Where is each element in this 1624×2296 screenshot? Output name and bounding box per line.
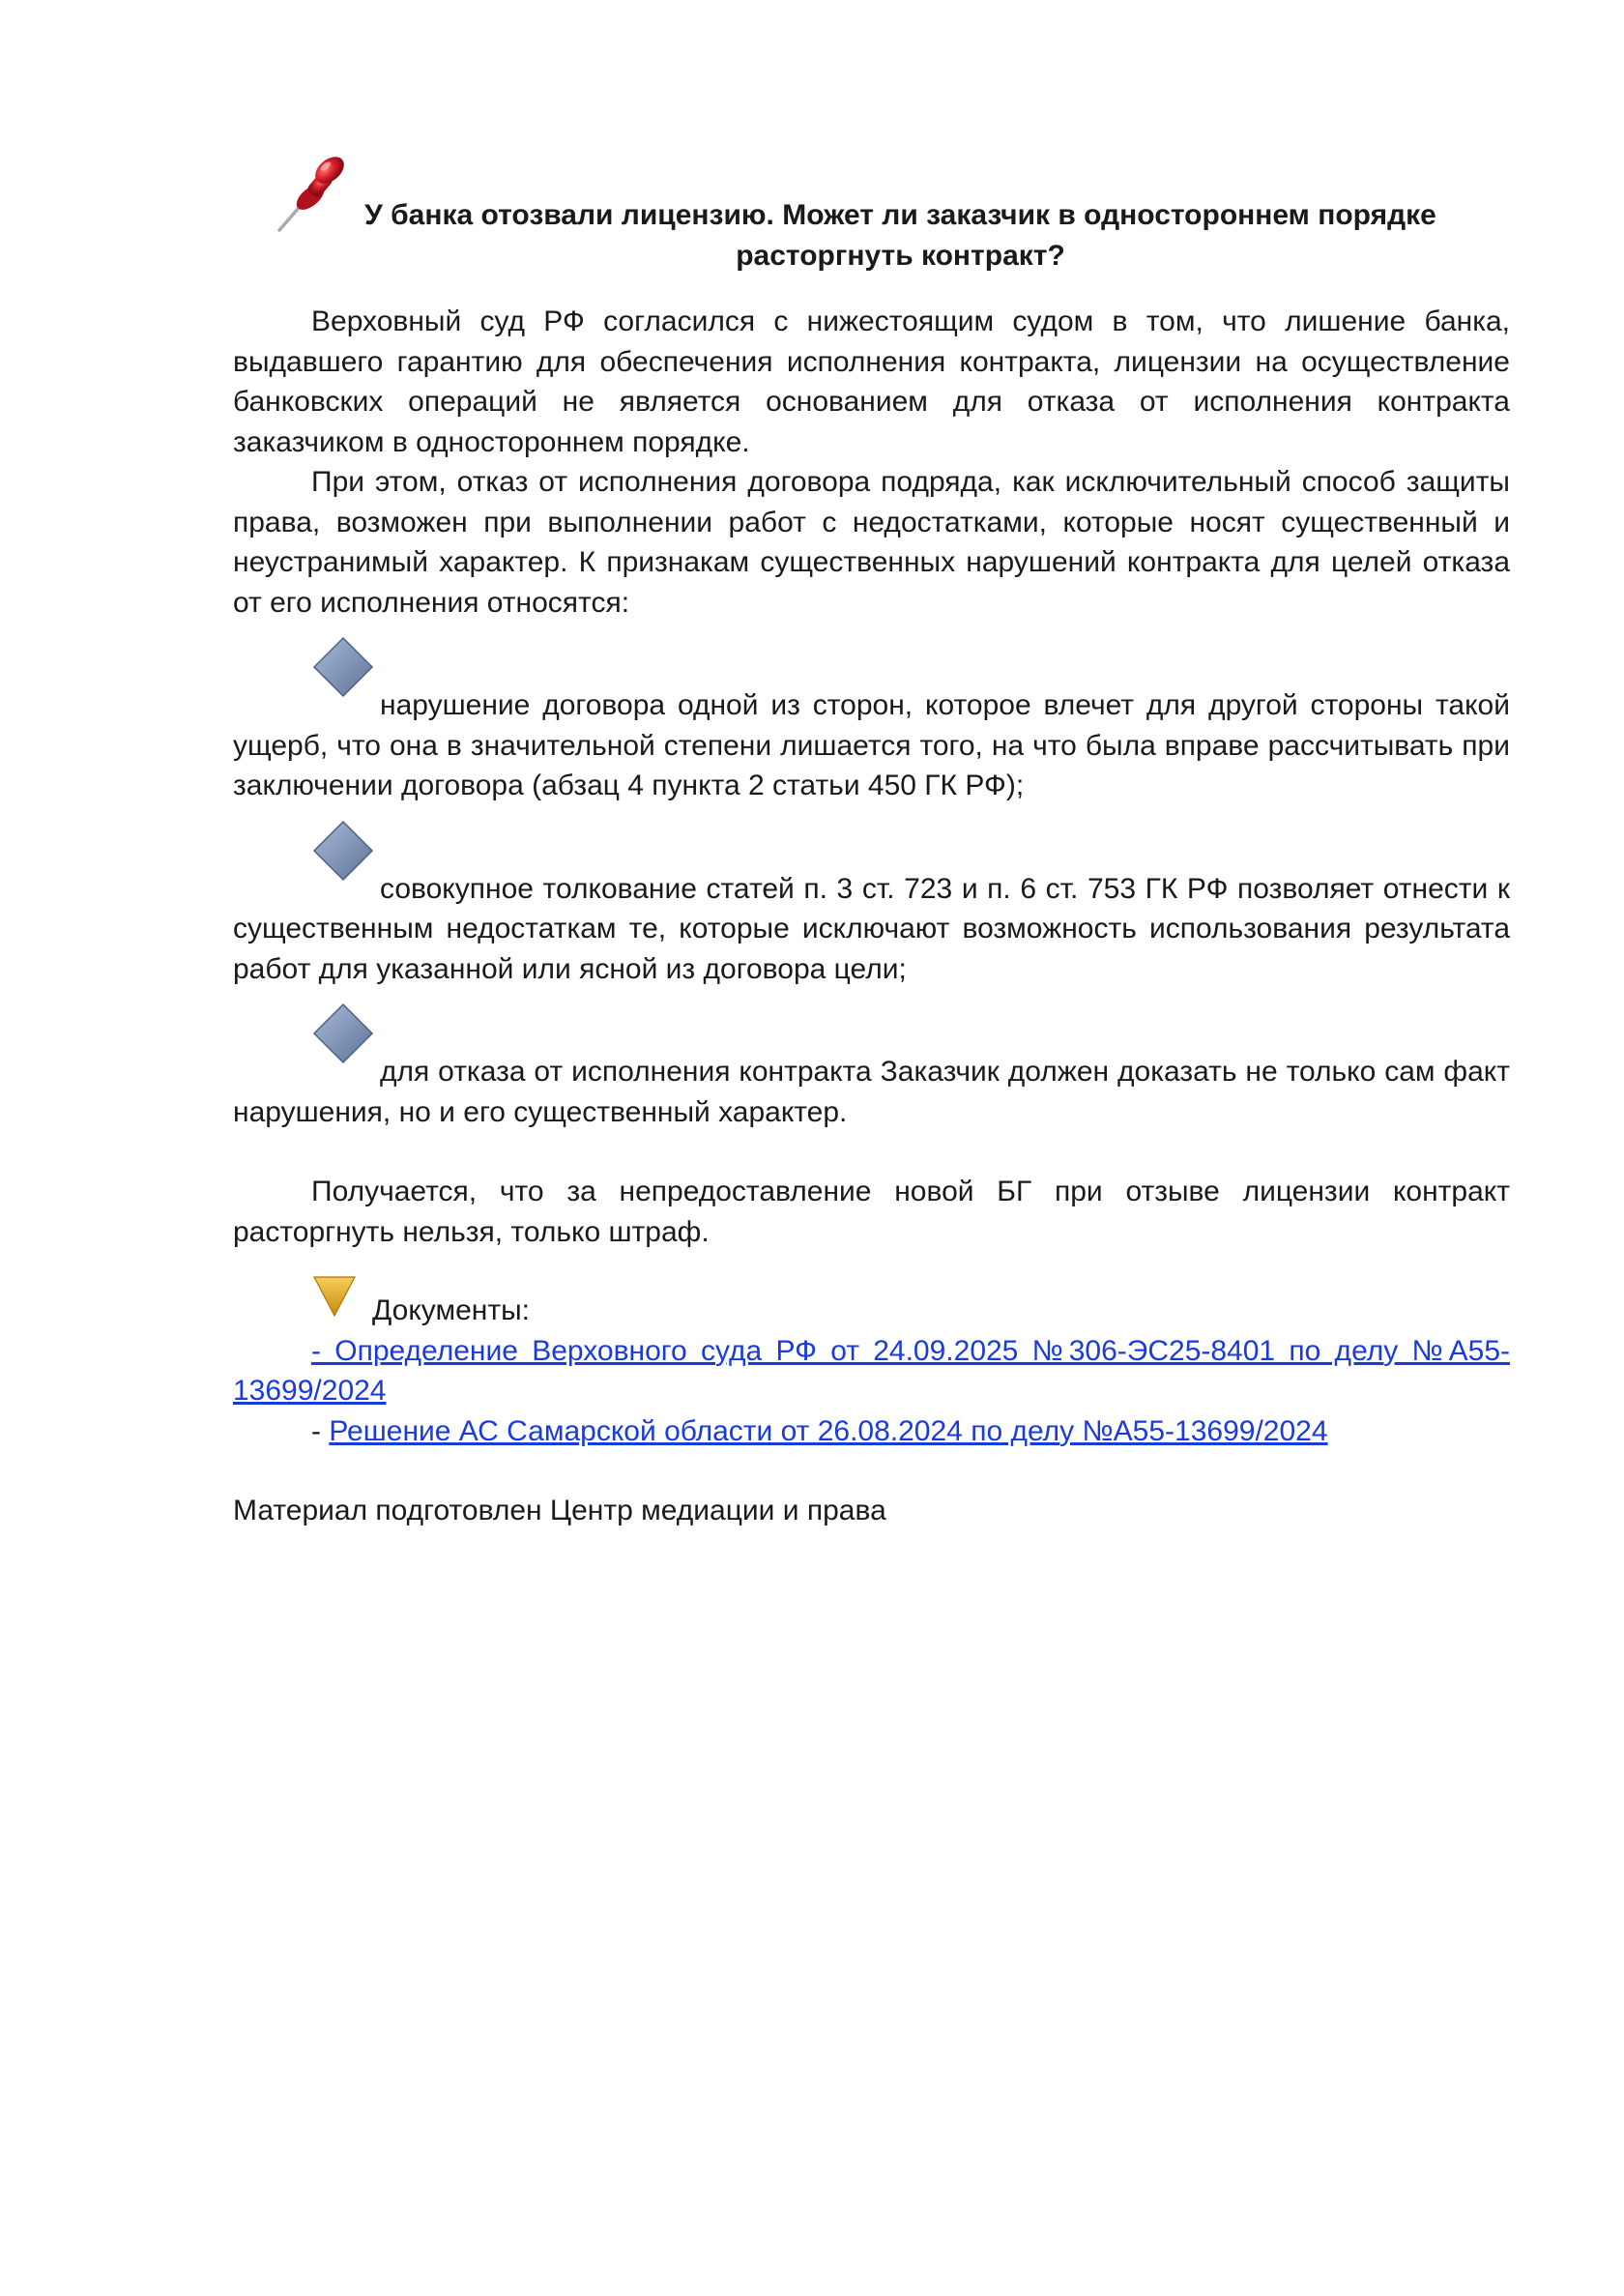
bullet-text: нарушение договора одной из сторон, которое влечет для другой стороны такой ущерб, что она в значительной степени лишается того, на что была вправе рассчитывать при заключении договора (абзац 4 пункта 2 статьи 450 ГК РФ); <box>233 689 1510 801</box>
paragraph-conclusion: Получается, что за непредоставление новой БГ при отзыве лицензии контракт расторгнуть нельзя, только штраф. <box>233 1176 1510 1248</box>
documents-heading-row <box>233 1285 1510 1331</box>
page-title: У банка отозвали лицензию. Может ли заказчик в одностороннем порядке расторгнуть контракт? <box>364 199 1436 272</box>
documents-heading: Документы: <box>372 1294 530 1326</box>
blue-diamond-icon <box>311 1031 380 1089</box>
blue-diamond-icon <box>311 848 380 906</box>
bullet-text: совокупное толкование статей п. 3 ст. 723 и п. 6 ст. 753 ГК РФ позволяет отнести к существенным недостаткам те, которые исключают возможность использования результата работ для указанной или ясной из договора цели; <box>233 872 1510 985</box>
bullet-item <box>233 1031 1510 1132</box>
link-arbitration-court-decision[interactable]: Решение АС Самарской области от 26.08.2024 по делу №А55-13699/2024 <box>329 1414 1328 1447</box>
pushpin-icon <box>274 153 349 234</box>
bullet-item <box>233 664 1510 806</box>
footer-credit: Материал подготовлен Центр медиации и права <box>233 1495 886 1526</box>
document-link-line <box>233 1331 1510 1411</box>
document-page <box>233 145 1510 1531</box>
document-link-line <box>233 1411 1510 1452</box>
paragraph-criteria: При этом, отказ от исполнения договора подряда, как исключительный способ защиты права, возможен при выполнении работ с недостатками, которые носят существенный и неустранимый характер. К признакам существенных нарушений контракта для целей отказа от его исполнения относятся: <box>233 466 1510 619</box>
blue-diamond-icon <box>311 664 380 722</box>
title-block <box>233 145 1510 276</box>
link-prefix: - <box>311 1414 330 1447</box>
link-supreme-court-ruling[interactable]: - Определение Верховного суда РФ от 24.09.2025 №306-ЭС25-8401 по делу №А55-13699/2024 <box>233 1334 1510 1407</box>
yellow-down-triangle-icon <box>311 1285 372 1323</box>
paragraph-intro: Верховный суд РФ согласился с нижестоящим судом в том, что лишение банка, выдавшего гарантию для обеспечения исполнения контракта, лицензии на осуществление банковских операций не является основанием для отказа от исполнения контракта заказчиком в одностороннем порядке. <box>233 305 1510 458</box>
bullet-text: для отказа от исполнения контракта Заказчик должен доказать не только сам факт нарушения, но и его существенный характер. <box>233 1056 1510 1128</box>
bullet-item <box>233 848 1510 990</box>
